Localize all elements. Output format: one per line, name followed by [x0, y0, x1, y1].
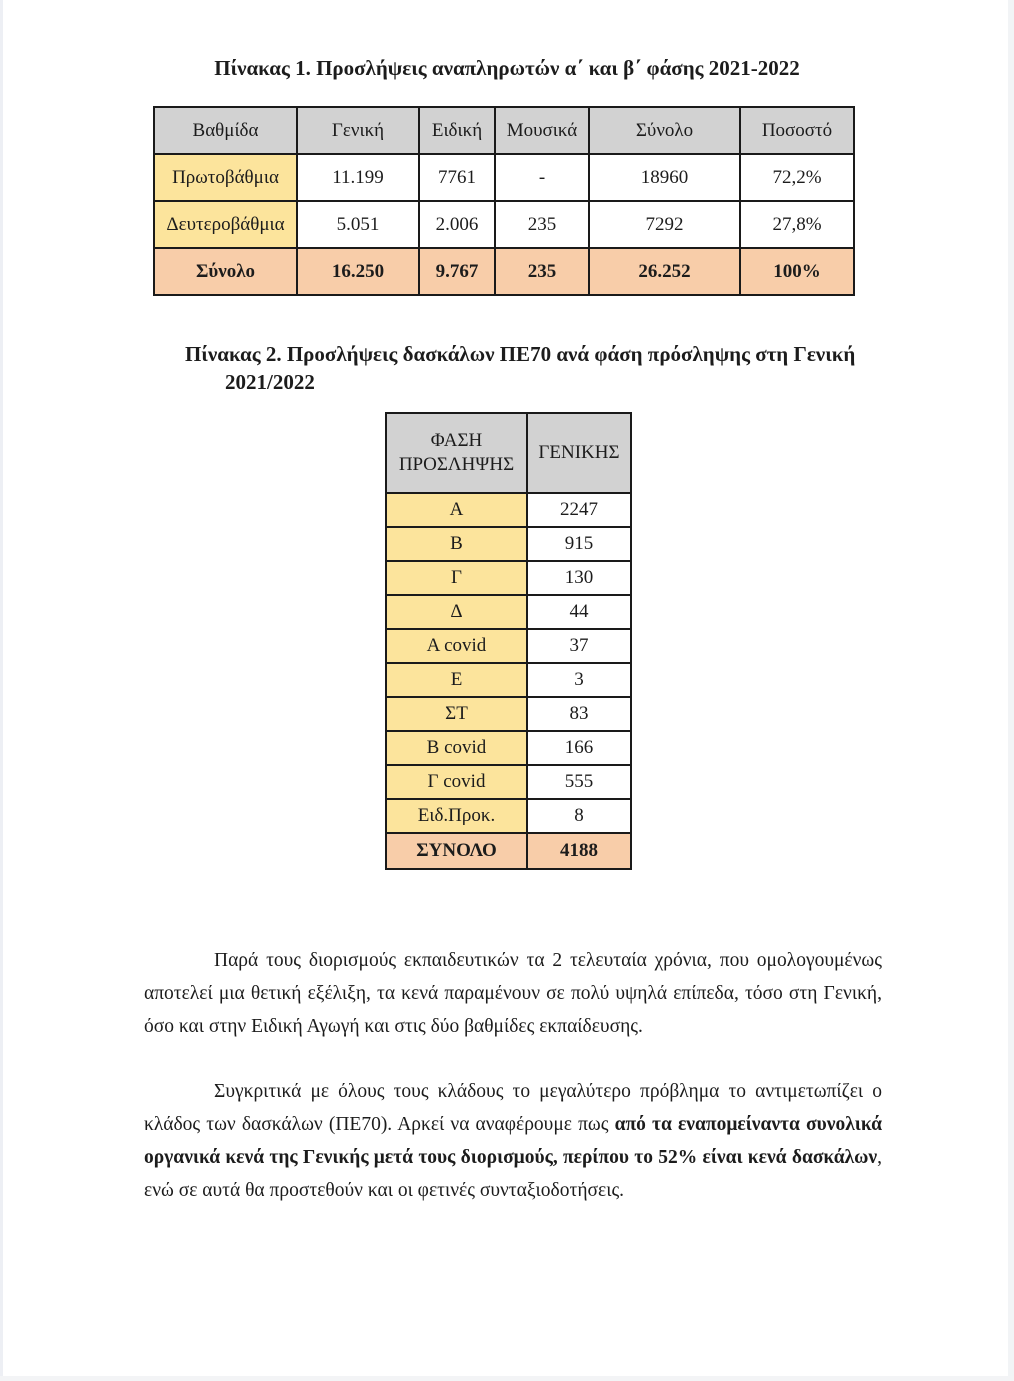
row-label-cell: Α	[386, 493, 527, 527]
total-row	[386, 833, 631, 869]
value-cell: 18960	[589, 154, 740, 201]
table2-title-line2: 2021/2022	[225, 370, 315, 394]
table-row	[386, 697, 631, 731]
column-header: ΓΕΝΙΚΗΣ	[527, 413, 631, 493]
row-label-cell: Ειδ.Προκ.	[386, 799, 527, 833]
value-cell: 11.199	[297, 154, 419, 201]
column-header: Μουσικά	[495, 107, 589, 154]
value-cell: 130	[527, 561, 631, 595]
total-label-cell: Σύνολο	[154, 248, 297, 295]
page-edge-right	[1008, 0, 1014, 1381]
value-cell: 2247	[527, 493, 631, 527]
total-value-cell: 16.250	[297, 248, 419, 295]
table-header-row	[386, 413, 631, 493]
table-row	[386, 527, 631, 561]
table-header-row	[154, 107, 854, 154]
paragraph-text: , ενώ σε αυτά θα προστεθούν και οι φετινές συνταξιοδοτήσεις.	[144, 1147, 882, 1201]
column-header: Βαθμίδα	[154, 107, 297, 154]
column-header: Ποσοστό	[740, 107, 854, 154]
row-label-cell: Α covid	[386, 629, 527, 663]
table-row	[386, 493, 631, 527]
row-label-cell: Β	[386, 527, 527, 561]
page-edge-bottom	[0, 1376, 1014, 1381]
table-row	[386, 663, 631, 697]
row-label-cell: Δευτεροβάθμια	[154, 201, 297, 248]
table-row	[386, 595, 631, 629]
total-value-cell: 9.767	[419, 248, 495, 295]
table-row	[386, 629, 631, 663]
value-cell: 915	[527, 527, 631, 561]
value-cell: 8	[527, 799, 631, 833]
recruitment-by-phase-table	[385, 412, 632, 870]
total-label-cell: ΣΥΝΟΛΟ	[386, 833, 527, 869]
value-cell: 2.006	[419, 201, 495, 248]
row-label-cell: Δ	[386, 595, 527, 629]
row-label-cell: Γ covid	[386, 765, 527, 799]
column-header: Σύνολο	[589, 107, 740, 154]
total-value-cell: 100%	[740, 248, 854, 295]
paragraph-text: Παρά τους διορισμούς εκπαιδευτικών τα 2 τελευταία χρόνια, που ομολογουμένως αποτελεί μια θετική εξέλιξη, τα κενά παραμένουν σε πολύ υψηλά επίπεδα, τόσο στη Γενική, όσο και στην Ειδική Αγωγή και στις δύο βαθμίδες εκπαίδευσης.	[144, 950, 882, 1037]
total-value-cell: 235	[495, 248, 589, 295]
row-label-cell: Πρωτοβάθμια	[154, 154, 297, 201]
table2-title	[185, 340, 885, 396]
value-cell: 7761	[419, 154, 495, 201]
value-cell: 37	[527, 629, 631, 663]
value-cell: 83	[527, 697, 631, 731]
table-row	[154, 201, 854, 248]
value-cell: 72,2%	[740, 154, 854, 201]
total-value-cell: 26.252	[589, 248, 740, 295]
value-cell: 27,8%	[740, 201, 854, 248]
page-edge-left	[0, 0, 3, 1381]
value-cell: 555	[527, 765, 631, 799]
table-row	[386, 765, 631, 799]
body-paragraph-1	[144, 944, 882, 1043]
value-cell: 7292	[589, 201, 740, 248]
value-cell: -	[495, 154, 589, 201]
value-cell: 44	[527, 595, 631, 629]
column-header: Γενική	[297, 107, 419, 154]
total-row	[154, 248, 854, 295]
row-label-cell: Γ	[386, 561, 527, 595]
value-cell: 5.051	[297, 201, 419, 248]
table-row	[386, 799, 631, 833]
paragraph-text: Συγκριτικά με όλους τους κλάδους το μεγαλύτερο πρόβλημα το αντιμετωπίζει ο κλάδος των δασκάλων (ΠΕ70). Αρκεί να αναφέρουμε πως	[144, 1081, 882, 1135]
value-cell: 3	[527, 663, 631, 697]
value-cell: 235	[495, 201, 589, 248]
total-value-cell: 4188	[527, 833, 631, 869]
table-row	[386, 561, 631, 595]
column-header: Ειδική	[419, 107, 495, 154]
row-label-cell: Ε	[386, 663, 527, 697]
table-row	[386, 731, 631, 765]
table-row	[154, 154, 854, 201]
body-paragraph-2	[144, 1075, 882, 1207]
table2-title-line1: Πίνακας 2. Προσλήψεις δασκάλων ΠΕ70 ανά φάση πρόσληψης στη Γενική	[185, 342, 856, 366]
value-cell: 166	[527, 731, 631, 765]
recruitment-by-level-table	[153, 106, 855, 296]
column-header: ΦΑΣΗ ΠΡΟΣΛΗΨΗΣ	[386, 413, 527, 493]
paragraph-bold-text: από τα εναπομείναντα συνολικά οργανικά κενά της Γενικής μετά τους διορισμούς, περίπου το 52% είναι κενά δασκάλων	[144, 1114, 882, 1168]
row-label-cell: Β covid	[386, 731, 527, 765]
row-label-cell: ΣΤ	[386, 697, 527, 731]
table1-title: Πίνακας 1. Προσλήψεις αναπληρωτών α΄ και β΄ φάσης 2021-2022	[214, 56, 800, 80]
